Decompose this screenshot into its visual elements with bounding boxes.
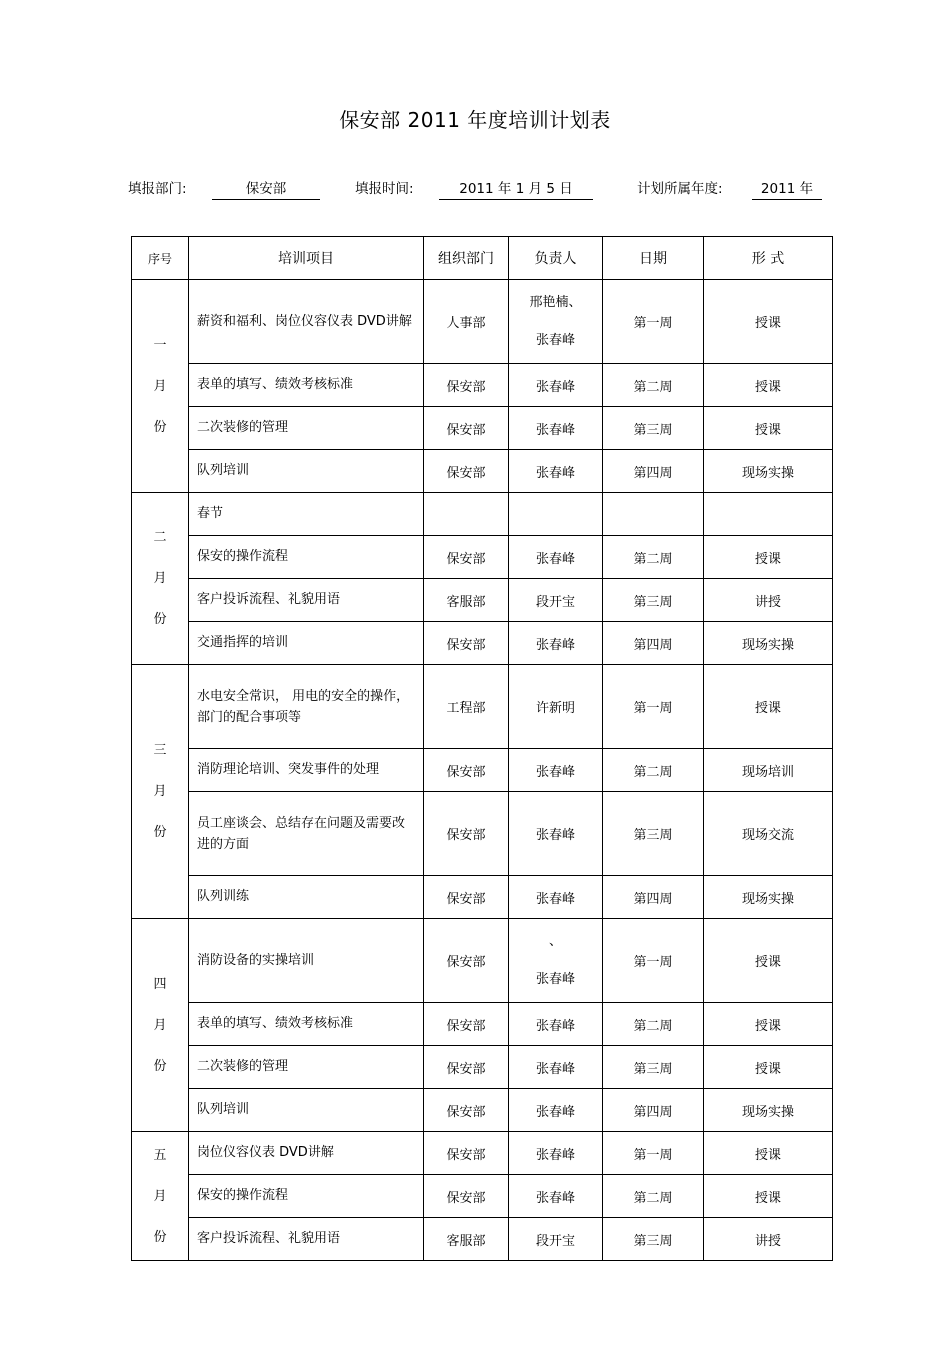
training-date: 第二周 (603, 1003, 704, 1046)
month-char: 四 (153, 976, 167, 992)
organizing-dept (424, 493, 509, 536)
month-char: 月 (153, 571, 167, 586)
training-item: 岗位仪容仪表 DVD讲解 (189, 1132, 424, 1175)
training-date: 第三周 (603, 407, 704, 450)
organizing-dept: 保安部 (424, 919, 509, 1003)
date-value: 2011 年 1 月 5 日 (439, 177, 593, 200)
person-lines (509, 293, 602, 351)
training-item: 客户投诉流程、礼貌用语 (189, 579, 424, 622)
header-person: 负责人 (509, 237, 603, 280)
header-row (132, 237, 833, 280)
table-row (132, 280, 833, 364)
training-date: 第一周 (603, 280, 704, 364)
training-date: 第四周 (603, 622, 704, 665)
person-in-charge: 张春峰 (509, 622, 603, 665)
header-form: 形 式 (704, 237, 833, 280)
person-in-charge: 张春峰 (509, 792, 603, 876)
training-form: 讲授 (704, 1218, 833, 1261)
training-item: 保安的操作流程 (189, 536, 424, 579)
table-row (132, 792, 833, 876)
month-char: 月 (153, 378, 167, 394)
table-row (132, 876, 833, 919)
training-form: 授课 (704, 1132, 833, 1175)
person-in-charge: 张春峰 (509, 1089, 603, 1132)
month-char: 月 (153, 784, 167, 799)
training-item: 队列训练 (189, 876, 424, 919)
training-item: 客户投诉流程、礼貌用语 (189, 1218, 424, 1261)
training-form: 授课 (704, 280, 833, 364)
training-item: 表单的填写、绩效考核标准 (189, 1003, 424, 1046)
training-item: 二次装修的管理 (189, 1046, 424, 1089)
person-in-charge (509, 919, 603, 1003)
organizing-dept: 保安部 (424, 364, 509, 407)
organizing-dept: 客服部 (424, 1218, 509, 1261)
training-date: 第一周 (603, 1132, 704, 1175)
person-in-charge: 许新明 (509, 665, 603, 749)
person-in-charge: 张春峰 (509, 1175, 603, 1218)
training-form: 授课 (704, 919, 833, 1003)
person-in-charge: 段开宝 (509, 579, 603, 622)
training-form: 现场实操 (704, 622, 833, 665)
training-item: 队列培训 (189, 450, 424, 493)
table-row (132, 407, 833, 450)
training-item: 交通指挥的培训 (189, 622, 424, 665)
training-date: 第二周 (603, 364, 704, 407)
training-date: 第三周 (603, 792, 704, 876)
meta-dept (128, 177, 287, 197)
table-row (132, 1089, 833, 1132)
person-in-charge: 张春峰 (509, 450, 603, 493)
training-form: 现场实操 (704, 450, 833, 493)
month-label (132, 493, 189, 665)
organizing-dept: 保安部 (424, 1003, 509, 1046)
table-row (132, 749, 833, 792)
person-in-charge: 张春峰 (509, 364, 603, 407)
training-form: 授课 (704, 364, 833, 407)
training-date: 第三周 (603, 1046, 704, 1089)
table-row (132, 493, 833, 536)
month-char: 一 (153, 337, 167, 353)
training-form: 现场实操 (704, 1089, 833, 1132)
training-form: 讲授 (704, 579, 833, 622)
training-form: 现场培训 (704, 749, 833, 792)
person-line: 邢艳楠、 (529, 294, 582, 310)
person-in-charge: 张春峰 (509, 1003, 603, 1046)
organizing-dept: 保安部 (424, 1046, 509, 1089)
person-in-charge: 张春峰 (509, 536, 603, 579)
organizing-dept: 保安部 (424, 1175, 509, 1218)
training-item: 表单的填写、绩效考核标准 (189, 364, 424, 407)
training-form: 授课 (704, 407, 833, 450)
organizing-dept: 工程部 (424, 665, 509, 749)
organizing-dept: 人事部 (424, 280, 509, 364)
person-in-charge (509, 280, 603, 364)
organizing-dept: 保安部 (424, 1089, 509, 1132)
training-item: 消防理论培训、突发事件的处理 (189, 749, 424, 792)
person-in-charge (509, 493, 603, 536)
header-item: 培训项目 (189, 237, 424, 280)
training-date: 第二周 (603, 536, 704, 579)
year-value: 2011 年 (752, 177, 822, 200)
header-dept: 组织部门 (424, 237, 509, 280)
table-row (132, 919, 833, 1003)
organizing-dept: 保安部 (424, 536, 509, 579)
training-date: 第一周 (603, 665, 704, 749)
training-item: 二次装修的管理 (189, 407, 424, 450)
training-date: 第一周 (603, 919, 704, 1003)
person-in-charge: 张春峰 (509, 1132, 603, 1175)
training-date: 第三周 (603, 1218, 704, 1261)
training-item: 队列培训 (189, 1089, 424, 1132)
training-form: 现场实操 (704, 876, 833, 919)
table-row (132, 665, 833, 749)
training-form: 现场交流 (704, 792, 833, 876)
table-row (132, 1218, 833, 1261)
table-row (132, 450, 833, 493)
training-form: 授课 (704, 1175, 833, 1218)
month-label (132, 280, 189, 493)
organizing-dept: 保安部 (424, 622, 509, 665)
training-item: 水电安全常识， 用电的安全的操作，部门的配合事项等 (189, 665, 424, 749)
month-char: 份 (153, 1058, 167, 1074)
page-title: 保安部 2011 年度培训计划表 (339, 108, 611, 132)
training-date: 第三周 (603, 579, 704, 622)
month-char: 份 (153, 612, 167, 627)
training-item: 保安的操作流程 (189, 1175, 424, 1218)
header-index: 序号 (132, 237, 189, 280)
month-label (132, 919, 189, 1132)
person-in-charge: 张春峰 (509, 876, 603, 919)
training-form (704, 493, 833, 536)
organizing-dept: 保安部 (424, 792, 509, 876)
month-char: 月 (153, 1017, 167, 1033)
date-label: 填报时间: (355, 181, 414, 197)
month-char: 份 (153, 825, 167, 840)
year-label: 计划所属年度: (637, 181, 723, 197)
table-body (132, 280, 833, 1261)
month-label (132, 665, 189, 919)
person-in-charge: 张春峰 (509, 749, 603, 792)
person-in-charge: 张春峰 (509, 407, 603, 450)
training-form: 授课 (704, 665, 833, 749)
table-row (132, 1003, 833, 1046)
month-label (132, 1132, 189, 1261)
person-in-charge: 段开宝 (509, 1218, 603, 1261)
table-row (132, 364, 833, 407)
training-date: 第二周 (603, 1175, 704, 1218)
training-date: 第四周 (603, 450, 704, 493)
dept-value: 保安部 (212, 177, 320, 200)
person-line: 张春峰 (535, 971, 575, 987)
table-row (132, 536, 833, 579)
training-item: 消防设备的实操培训 (189, 919, 424, 1003)
dept-label: 填报部门: (128, 181, 187, 197)
header-date: 日期 (603, 237, 704, 280)
training-form: 授课 (704, 1046, 833, 1089)
organizing-dept: 保安部 (424, 407, 509, 450)
month-char: 份 (153, 1229, 167, 1245)
training-date (603, 493, 704, 536)
training-item: 薪资和福利、岗位仪容仪表 DVD讲解 (189, 280, 424, 364)
organizing-dept: 保安部 (424, 450, 509, 493)
organizing-dept: 客服部 (424, 579, 509, 622)
meta-date (355, 177, 573, 197)
person-line: 张春峰 (535, 332, 575, 348)
person-lines (509, 932, 602, 990)
month-char: 三 (153, 743, 167, 758)
month-char: 月 (153, 1188, 167, 1204)
table-row (132, 579, 833, 622)
training-date: 第四周 (603, 1089, 704, 1132)
training-form: 授课 (704, 1003, 833, 1046)
table-row (132, 1132, 833, 1175)
training-form: 授课 (704, 536, 833, 579)
person-in-charge: 张春峰 (509, 1046, 603, 1089)
month-char: 份 (153, 419, 167, 435)
table-row (132, 622, 833, 665)
person-line: 、 (548, 933, 562, 949)
meta-year (637, 177, 814, 197)
organizing-dept: 保安部 (424, 1132, 509, 1175)
training-date: 第四周 (603, 876, 704, 919)
training-item: 员工座谈会、总结存在问题及需要改进的方面 (189, 792, 424, 876)
organizing-dept: 保安部 (424, 876, 509, 919)
table-row (132, 1046, 833, 1089)
month-char: 二 (153, 530, 167, 545)
training-date: 第二周 (603, 749, 704, 792)
organizing-dept: 保安部 (424, 749, 509, 792)
month-char: 五 (153, 1147, 167, 1163)
training-item: 春节 (189, 493, 424, 536)
training-plan-table (131, 236, 833, 1261)
table-row (132, 1175, 833, 1218)
